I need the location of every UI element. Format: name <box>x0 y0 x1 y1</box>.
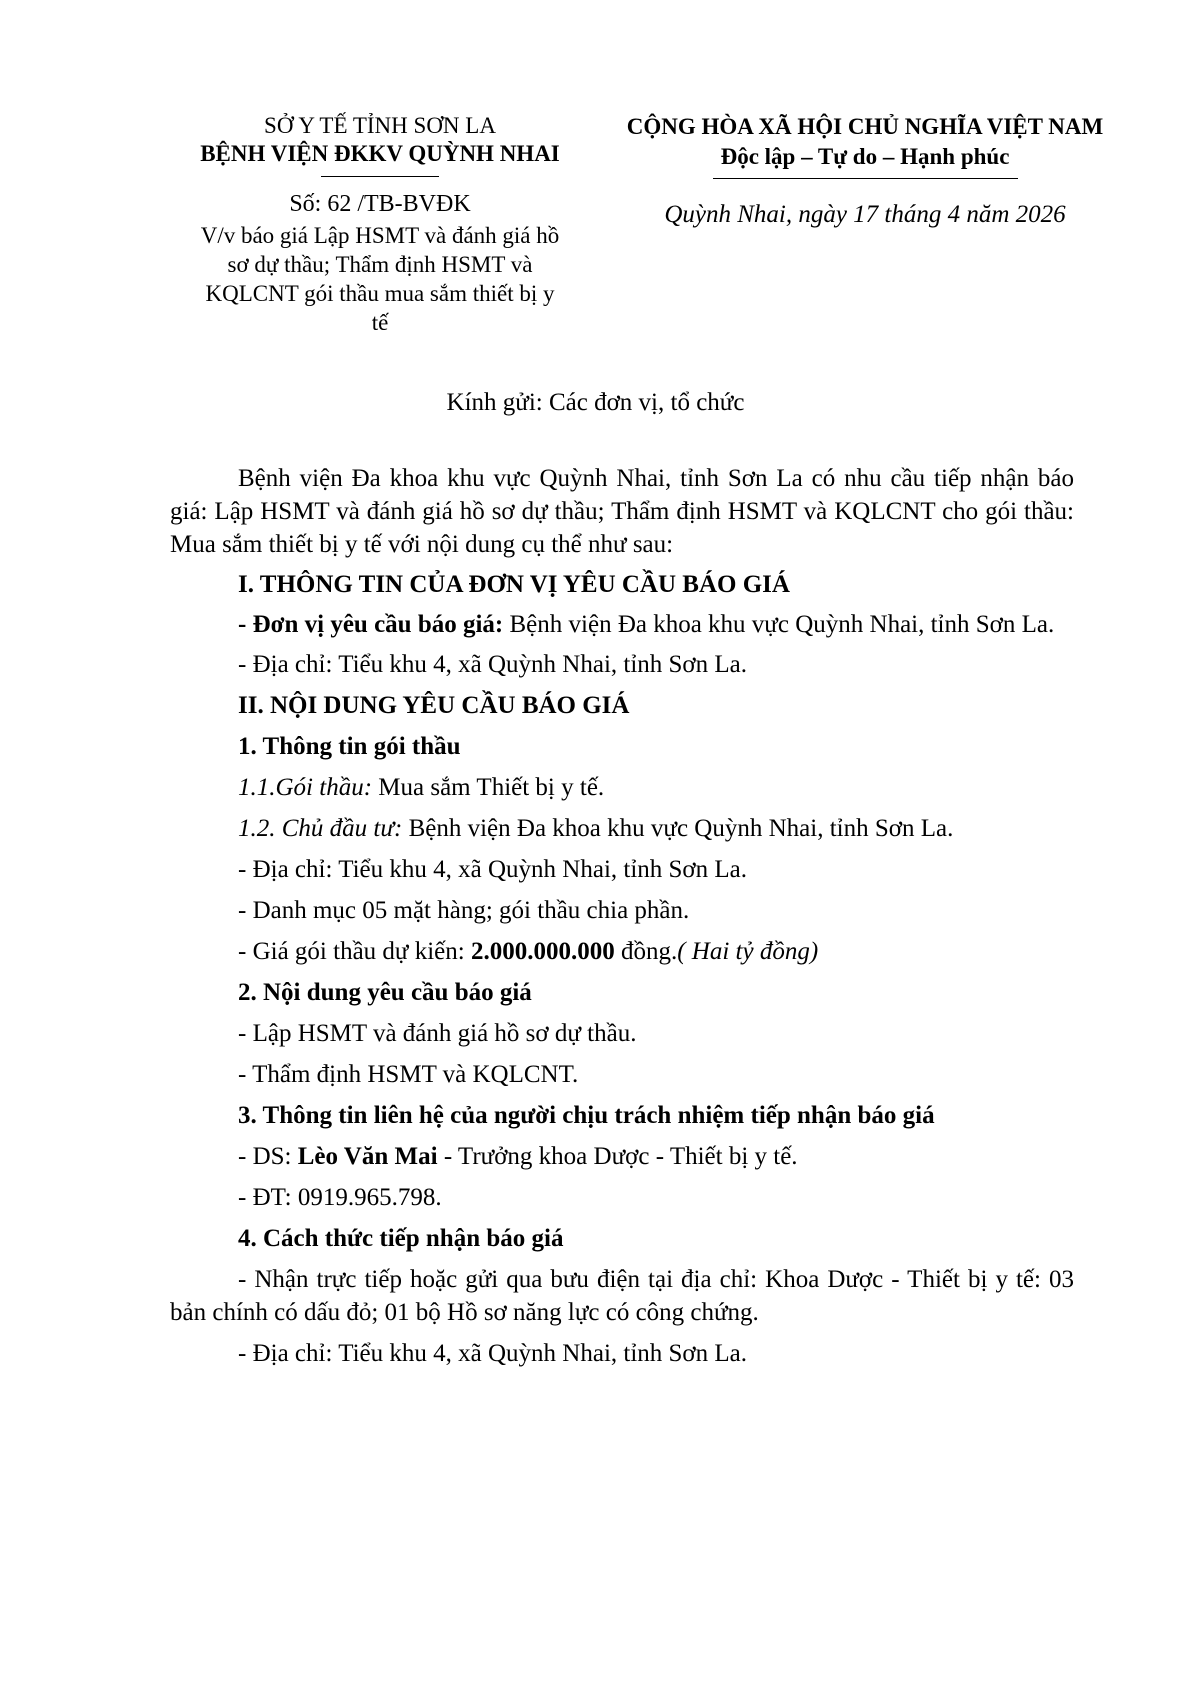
package-value: Mua sắm Thiết bị y tế. <box>372 774 605 801</box>
contact-role: - Trưởng khoa Dược - Thiết bị y tế. <box>437 1143 798 1170</box>
investor-line <box>170 812 1074 845</box>
header-left-divider <box>321 176 439 177</box>
header-right-divider <box>713 178 1018 179</box>
requester-label: - Đơn vị yêu cầu báo giá: <box>238 611 504 638</box>
sub1-address: - Địa chỉ: Tiểu khu 4, xã Quỳnh Nhai, tỉnh Sơn La. <box>238 856 748 883</box>
sub2-item1: - Lập HSMT và đánh giá hồ sơ dự thầu. <box>238 1020 637 1047</box>
header-right <box>595 112 1135 179</box>
sub1-heading: 1. Thông tin gói thầu <box>238 733 461 760</box>
doc-number-value: 62 <box>327 191 352 217</box>
section2-heading: II. NỘI DUNG YÊU CẦU BÁO GIÁ <box>238 692 630 719</box>
header-left <box>170 112 590 337</box>
doc-number-label: Số: <box>289 191 322 217</box>
sub2-item2: - Thẩm định HSMT và KQLCNT. <box>238 1061 579 1088</box>
contact-name: Lèo Văn Mai <box>297 1143 438 1170</box>
salutation: Kính gửi: Các đơn vị, tổ chức <box>446 389 745 416</box>
contact-line <box>170 1140 1074 1173</box>
package-line <box>170 771 1074 804</box>
agency-name: SỞ Y TẾ TỈNH SƠN LA <box>264 113 496 138</box>
price-prefix: - Giá gói thầu dự kiến: <box>238 938 471 965</box>
sub2-heading: 2. Nội dung yêu cầu báo giá <box>238 979 532 1006</box>
phone-line: - ĐT: 0919.965.798. <box>238 1184 442 1211</box>
investor-label: 1.2. Chủ đầu tư: <box>238 815 403 842</box>
section1-address: - Địa chỉ: Tiểu khu 4, xã Quỳnh Nhai, tỉnh Sơn La. <box>238 651 748 678</box>
document-body <box>170 462 1074 1370</box>
doc-code: /TB-BVĐK <box>357 191 471 217</box>
price-value: 2.000.000.000 <box>470 938 615 965</box>
sub4-heading: 4. Cách thức tiếp nhận báo giá <box>238 1225 564 1252</box>
date-line: Quỳnh Nhai, ngày 17 tháng 4 năm 2026 <box>664 201 1066 228</box>
sub3-heading: 3. Thông tin liên hệ của người chịu trách nhiệm tiếp nhận báo giá <box>238 1102 935 1129</box>
price-line <box>170 935 1074 968</box>
requester-value: Bệnh viện Đa khoa khu vực Quỳnh Nhai, tỉnh Sơn La. <box>503 611 1055 638</box>
document-subject: V/v báo giá Lập HSMT và đánh giá hồ sơ dự thầu; Thẩm định HSMT và KQLCNT gói thầu mua sắm thiết bị y tế <box>200 223 560 335</box>
document-number <box>170 189 590 219</box>
investor-value: Bệnh viện Đa khoa khu vực Quỳnh Nhai, tỉnh Sơn La. <box>402 815 954 842</box>
requester-line <box>170 608 1074 641</box>
items-line: - Danh mục 05 mặt hàng; gói thầu chia phần. <box>238 897 690 924</box>
section1-heading: I. THÔNG TIN CỦA ĐƠN VỊ YÊU CẦU BÁO GIÁ <box>238 571 790 598</box>
price-unit: đồng. <box>614 938 678 965</box>
intro-paragraph: Bệnh viện Đa khoa khu vực Quỳnh Nhai, tỉnh Sơn La có nhu cầu tiếp nhận báo giá: Lập HSMT và đánh giá hồ sơ dự thầu; Thẩm định HSMT và KQLCNT cho gói thầu: Mua sắm thiết bị y tế với nội dung cụ thể như sau: <box>170 465 1074 558</box>
hospital-name: BỆNH VIỆN ĐKKV QUỲNH NHAI <box>200 141 560 166</box>
method-paragraph: - Nhận trực tiếp hoặc gửi qua bưu điện tại địa chỉ: Khoa Dược - Thiết bị y tế: 03 bản chính có dấu đỏ; 01 bộ Hồ sơ năng lực có công chứng. <box>170 1266 1074 1326</box>
national-motto: Độc lập – Tự do – Hạnh phúc <box>720 144 1010 169</box>
contact-prefix: - DS: <box>238 1143 298 1170</box>
country-name: CỘNG HÒA XÃ HỘI CHỦ NGHĨA VIỆT NAM <box>626 114 1104 139</box>
package-label: 1.1.Gói thầu: <box>238 774 373 801</box>
price-words: ( Hai tỷ đồng) <box>677 938 819 965</box>
sub4-address: - Địa chỉ: Tiểu khu 4, xã Quỳnh Nhai, tỉnh Sơn La. <box>238 1340 748 1367</box>
